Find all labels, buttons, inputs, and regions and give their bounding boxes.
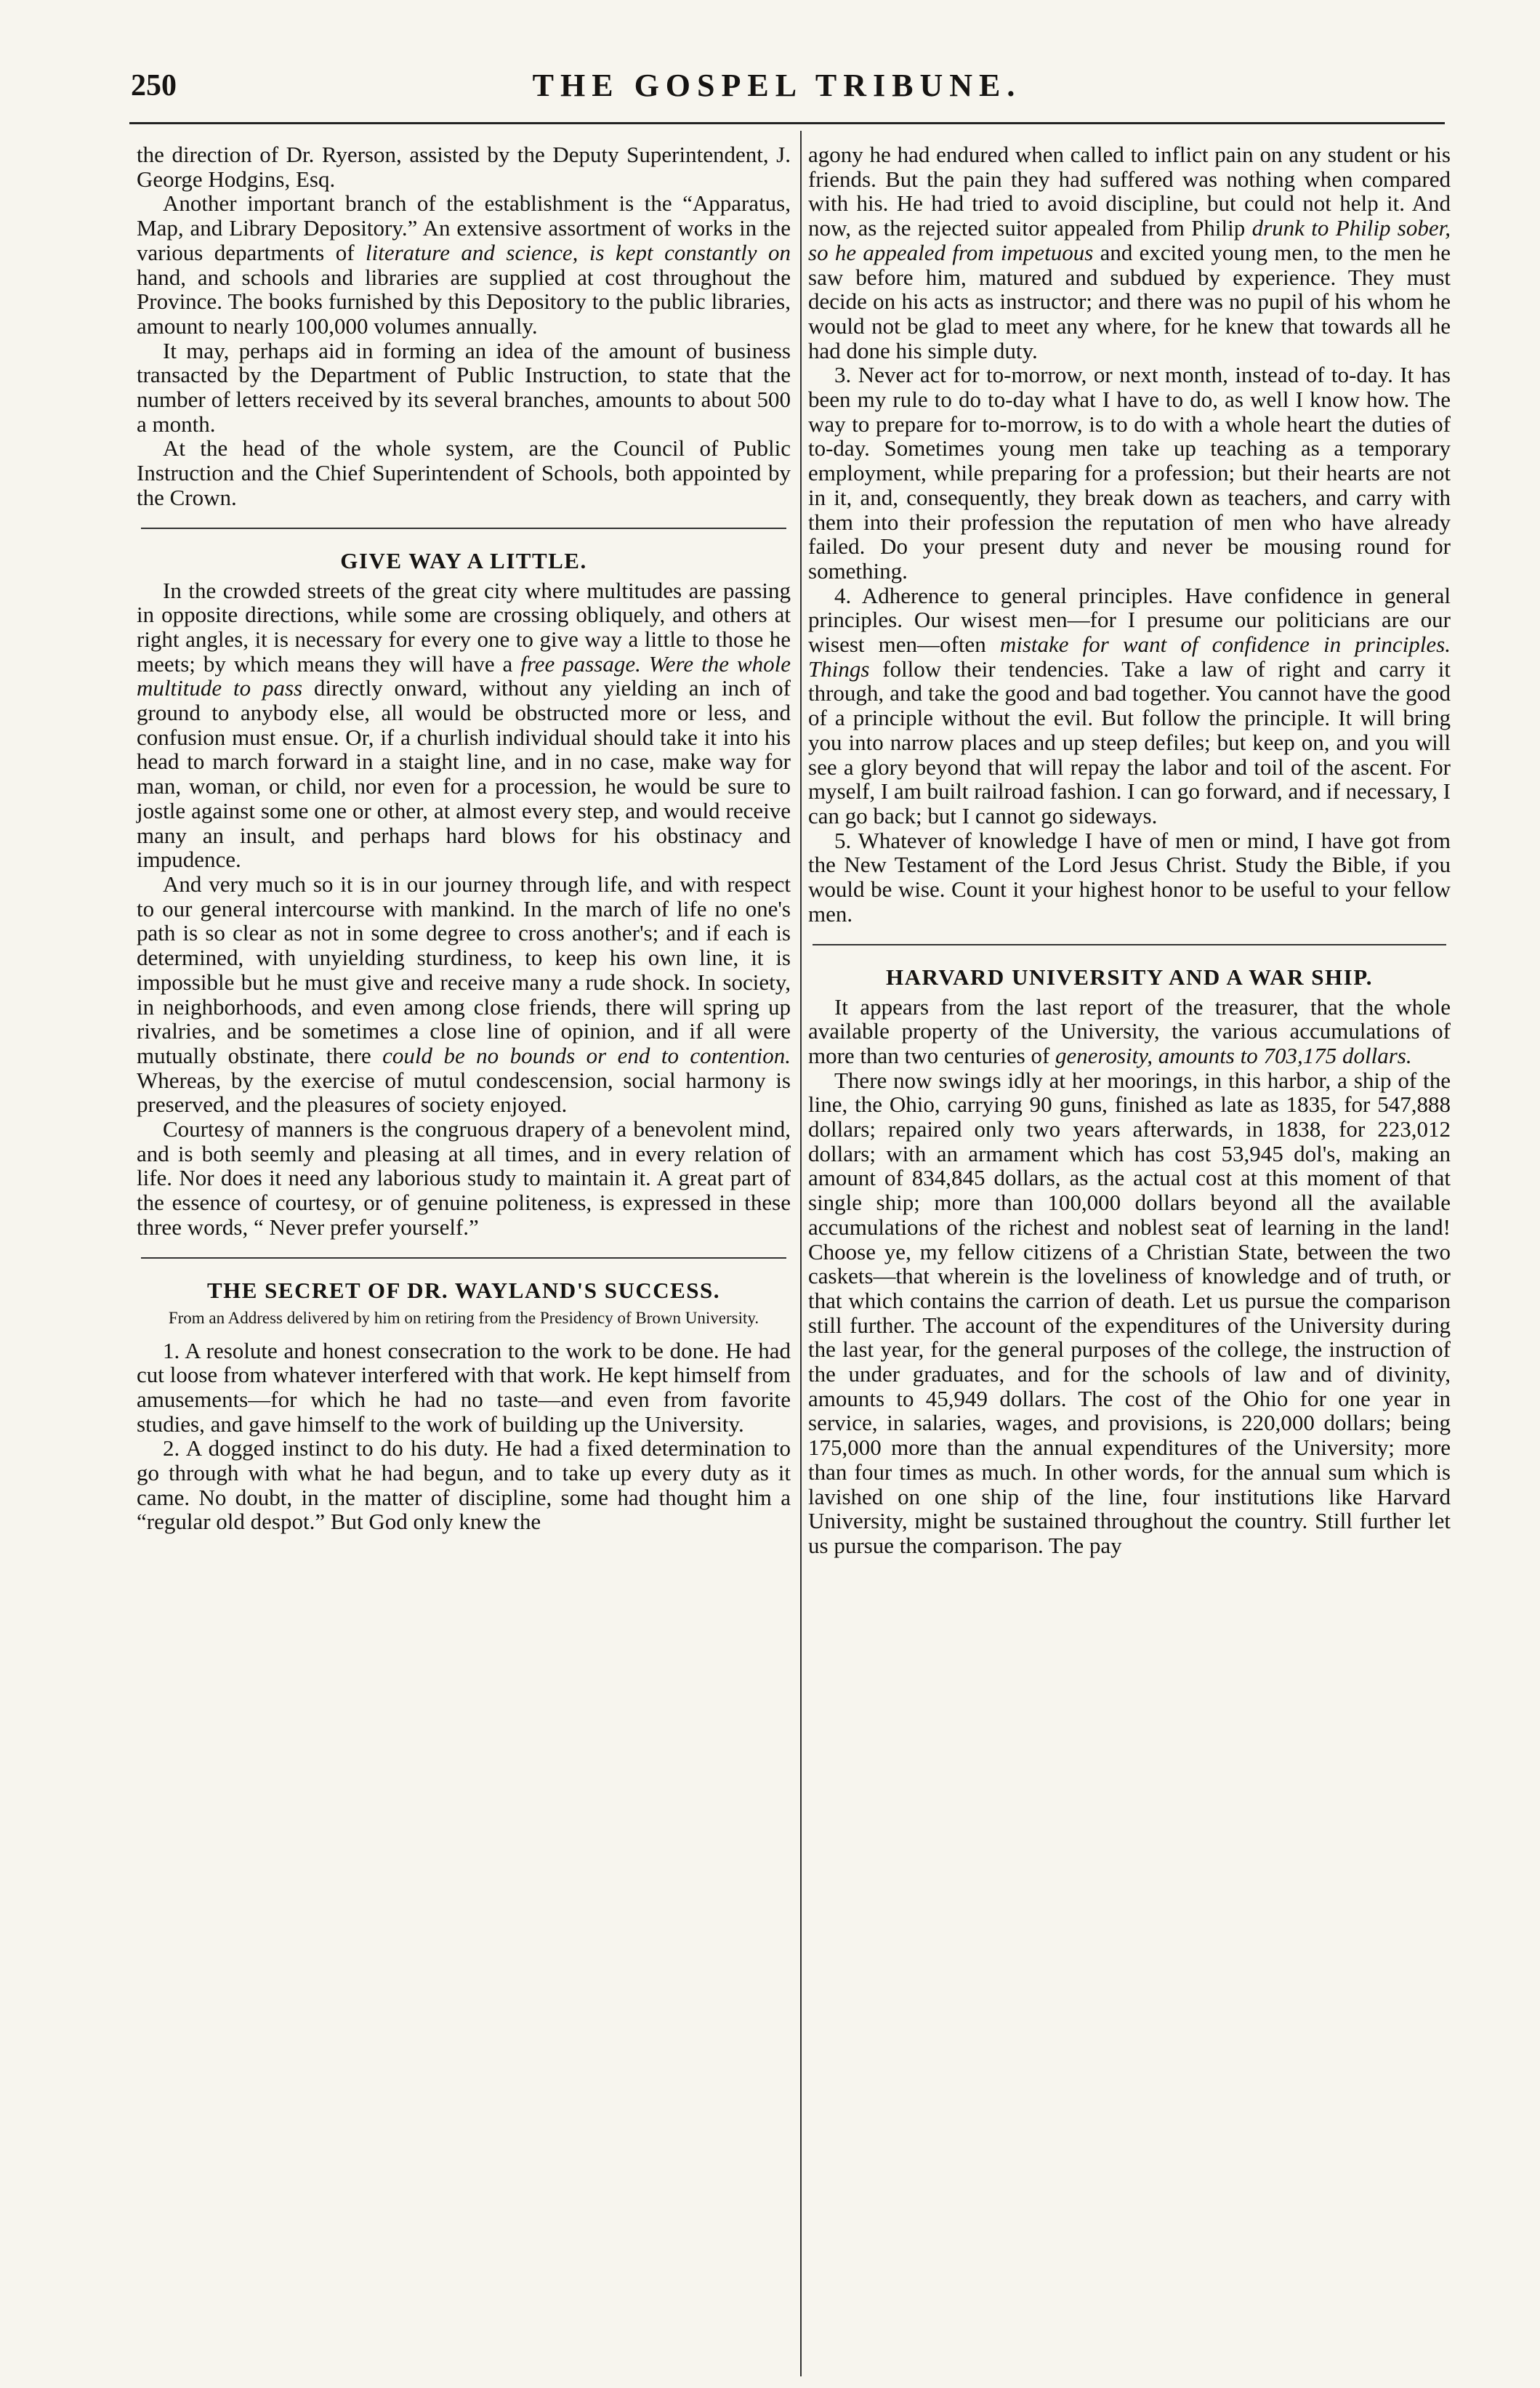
article-subheading: From an Address delivered by him on retiring from the Presidency of Brown University. [168,1308,759,1327]
paragraph: And very much so it is in our journey through life, and with respect to our general intercourse with mankind. In the march of life no one's path is so clear as not in some degree to cross another's; and if each is determined, with unyielding sturdiness, to keep his own line, it is impossible but he must give and receive many a rude shock. In society, in neighborhoods, and even among close friends, there will spring up rivalries, and be sometimes a close line of opinion, and if all were mutually obstinate, there could be no bounds or end to contention. Whereas, by the exercise of mutul condescension, social harmony is preserved, and the pleasures of society enjoyed. [137,871,791,1118]
article-harvard [808,964,1451,1558]
section-rule [813,944,1446,945]
article-heading: HARVARD UNIVERSITY AND A WAR SHIP. [885,964,1374,990]
italic-phrase: literature and science, is kept constantly on [366,239,791,265]
paragraph: It appears from the last report of the treasurer, that the whole available property of the University, the various accumulations of more than two centuries of generosity, amounts to 703,175 dollars. [808,993,1451,1068]
paragraph: 3. Never act for to-morrow, or next month, instead of to-day. It has been my rule to do to-day what I have to do, as well I know how. The way to prepare for to-morrow, is to do with a whole heart the duties of to-day. Sometimes young men take up teaching as a temporary employment, while preparing for a profession; but their hearts are not in it, and, consequently, they break down as teachers, and carry with them into their profession the reputation of men who have already failed. Do your present duty and never be mousing round for something. [808,362,1451,584]
paragraph: agony he had endured when called to inflict pain on any student or his friends. But the pain they had suffered was nothing when compared with his. He had tried to avoid discipline, but could not help it. And now, as the rejected suitor appealed from Philip drunk to Philip sober, so he appealed from impetuous and excited young men, to the men he saw before him, matured and subdued by experience. They must decide on his acts as instructor; and there was no pupil of his whom he would not be glad to meet any where, for he knew that towards all he had done his simple duty. [808,142,1451,363]
section-rule [141,528,786,529]
paragraph: In the crowded streets of the great city where multitudes are passing in opposite directions, while some are crossing obliquely, and others at right angles, it is necessary for every one to give way a little to those he meets; by which means they will have a free passage. Were the whole multitude to pass directly onward, without any yielding an inch of ground to anybody else, all would be obstructed more or less, and confusion must ensue. Or, if a churlish individual should take it into his head to march forward in a staight line, and in no case, make way for man, woman, or child, nor even for a procession, he would be sure to jostle against some one or other, at almost every step, and would receive many an insult, and perhaps hard blows for his obstinacy and impudence. [137,577,791,873]
paragraph: There now swings idly at her moorings, in this harbor, a ship of the line, the Ohio, carrying 90 guns, finished as late as 1835, for 547,888 dollars; repaired only two years afterwards, in 1838, for 223,012 dollars; with an armament which has cost 53,945 dol's, making an amount of 834,845 dollars, as the actual cost at this moment of that single ship; more than 100,000 dollars beyond all the available accumulations of the richest and noblest seat of learning in the land! Choose ye, my fellow citizens of a Christian State, between the two caskets—that wherein is the loveliness of knowledge and of truth, or that which contains the carrion of death. Let us pursue the comparison still further. The account of the expenditures of the University during the last year, for the general purposes of the college, the instruction of the under graduates, and for the schools of law and of divinity, amounts to 45,949 dollars. The cost of the Ohio for one year in service, in salaries, wages, and provisions, is 220,000 dollars; being 175,000 more than the annual expenditures of the University; more than four times as much. In other words, for the annual sum which is lavished on one ship of the line, four institutions like Harvard University, might be sustained throughout the country. Still further let us pursue the comparison. The pay [808,1067,1451,1558]
paragraph: 1. A resolute and honest consecration to the work to be done. He had cut loose from whatever interfered with that work. He kept himself from amusements—for which he had no taste—and even from favorite studies, and gave himself to the work of building up the University. [137,1337,791,1437]
paragraph: 4. Adherence to general principles. Have confidence in general principles. Our wisest men—for I presume our politicians are our wisest men—often mistake for want of confidence in principles. Things follow their tendencies. Take a law of right and carry it through, and take the good and bad together. You cannot have the good of a principle without the evil. But follow the principle. It will bring you into narrow places and up steep defiles; but keep on, and you will see a glory beyond that will repay the labor and toil of the ascent. For myself, I am built railroad fashion. I can go forward, and if necessary, I can go back; but I cannot go sideways. [808,582,1451,828]
article-heading: GIVE WAY A LITTLE. [340,547,587,573]
article-give-way [137,548,791,1240]
article-heading: THE SECRET OF DR. WAYLAND'S SUCCESS. [206,1277,721,1303]
italic-phrase: mistake for want of confidence in principles. Things [808,632,1451,682]
paragraph: Courtesy of manners is the congruous drapery of a benevolent mind, and is both seemly and pleasing at all times, and in every relation of life. Nor does it need any laborious study to maintain it. A great part of the essence of courtesy, or of genuine politeness, is expressed in these three words, “ Never prefer yourself.” [137,1116,791,1240]
article-wayland [137,1278,791,1535]
paragraph: At the head of the whole system, are the Council of Public Instruction and the Chief Superintendent of Schools, both appointed by the Crown. [137,435,791,510]
page-number: 250 [131,69,177,102]
paragraph: Another important branch of the establishment is the “Apparatus, Map, and Library Depository.” An extensive assortment of works in the various departments of literature and science, is kept constantly on hand, and schools and libraries are supplied at cost throughout the Province. The books furnished by this Depository to the public libraries, amount to nearly 100,000 volumes annually. [137,190,791,339]
section-rule [141,1257,786,1259]
running-title: THE GOSPEL TRIBUNE. [532,68,1022,103]
italic-phrase: could be no bounds or end to contention. [382,1042,791,1068]
header-rule [129,122,1445,124]
column-divider [800,131,802,2376]
article-continued [137,142,791,510]
right-column [808,142,1451,1558]
paragraph: the direction of Dr. Ryerson, assisted by the Deputy Superintendent, J. George Hodgins, Esq. [137,142,791,192]
masthead [90,64,1464,109]
italic-phrase: free passage. Were the whole multitude to pass [137,650,791,701]
italic-phrase: generosity, amounts to 703,175 dollars. [1055,1042,1412,1068]
paragraph: It may, perhaps aid in forming an idea of the amount of business transacted by the Department of Public Instruction, to state that the number of letters received by its several branches, amounts to about 500 a month. [137,337,791,437]
left-column [137,142,791,1534]
article-wayland-continued [808,142,1451,927]
italic-phrase: drunk to Philip sober, so he appealed from impetuous [808,215,1451,265]
paragraph: 5. Whatever of knowledge I have of men or mind, I have got from the New Testament of the Lord Jesus Christ. Study the Bible, if you would be wise. Count it your highest honor to be useful to your fellow men. [808,827,1451,927]
paragraph: 2. A dogged instinct to do his duty. He had a fixed determination to go through with what he had begun, and to take up every duty as it came. No doubt, in the matter of discipline, some had thought him a “regular old despot.” But God only knew the [137,1435,791,1535]
